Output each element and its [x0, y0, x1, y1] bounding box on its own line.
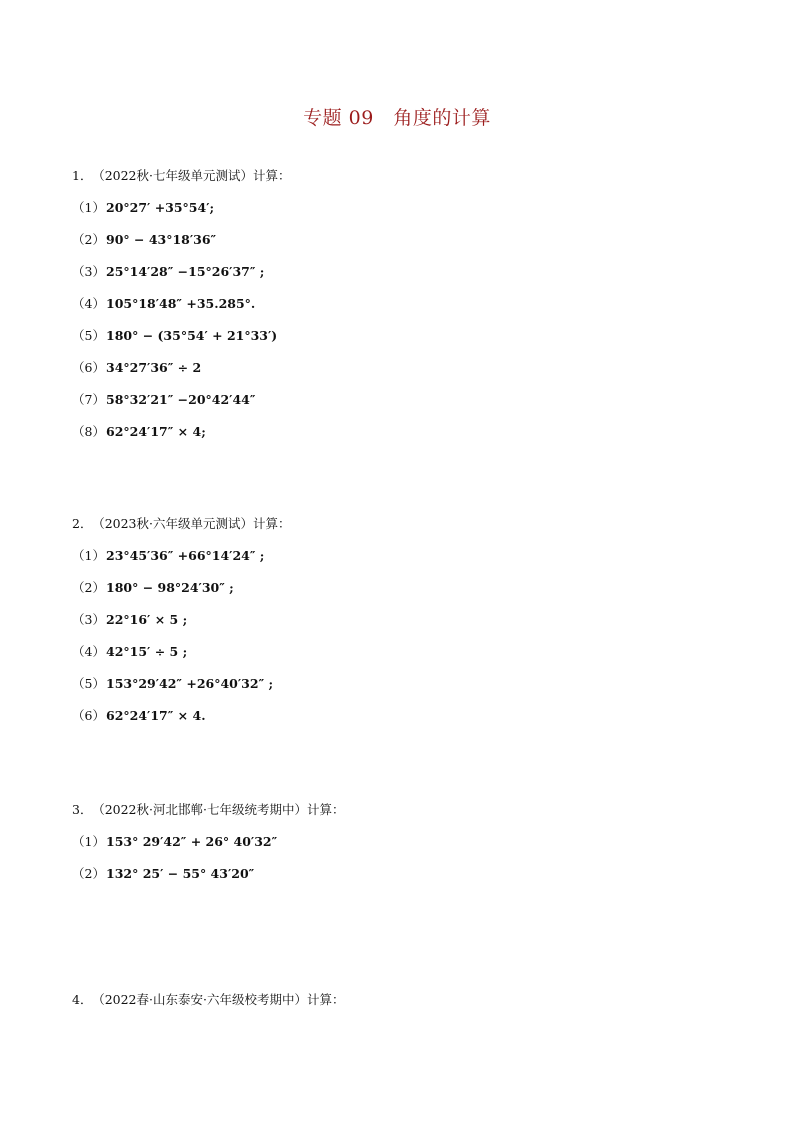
item-label: （5） — [72, 328, 105, 343]
question-source: （2022秋·河北邯郸·七年级统考期中）计算： — [98, 802, 345, 817]
item-expression: 180° − 98°24′30″ ; — [106, 580, 234, 595]
question-item — [72, 294, 732, 326]
item-expression: 22°16′ × 5 ; — [106, 612, 188, 627]
question-item — [72, 578, 732, 610]
item-expression: 20°27′ +35°54′; — [106, 200, 215, 215]
item-label: （1） — [72, 834, 105, 849]
question-source: （2023秋·六年级单元测试）计算： — [98, 516, 291, 531]
question-item — [72, 610, 732, 642]
item-label: （2） — [72, 866, 105, 881]
question-item — [72, 262, 732, 294]
question-item — [72, 706, 732, 738]
question-item — [72, 642, 732, 674]
item-label: （2） — [72, 580, 105, 595]
item-label: （5） — [72, 676, 105, 691]
question-number: 3． — [72, 802, 93, 817]
item-label: （3） — [72, 612, 105, 627]
question-item — [72, 358, 732, 390]
item-label: （8） — [72, 424, 105, 439]
question-item — [72, 390, 732, 422]
question-item — [72, 326, 732, 358]
item-expression: 90° − 43°18′36″ — [106, 232, 217, 247]
item-expression: 105°18′48″ +35.285°. — [106, 296, 256, 311]
question-number: 1． — [72, 168, 93, 183]
question-3 — [72, 800, 732, 896]
question-source: （2022春·山东泰安·六年级校考期中）计算： — [98, 992, 345, 1007]
item-label: （1） — [72, 548, 105, 563]
question-1 — [72, 166, 732, 454]
item-label: （6） — [72, 360, 105, 375]
question-item — [72, 832, 732, 864]
item-label: （2） — [72, 232, 105, 247]
question-4 — [72, 990, 732, 1010]
item-expression: 34°27′36″ ÷ 2 — [106, 360, 202, 375]
page-title: 专题 09 角度的计算 — [303, 107, 491, 129]
item-expression: 42°15′ ÷ 5 ; — [106, 644, 188, 659]
question-item — [72, 230, 732, 262]
item-expression: 58°32′21″ −20°42′44″ — [106, 392, 256, 407]
item-expression: 180° − (35°54′ + 21°33′) — [106, 328, 278, 343]
item-expression: 62°24′17″ × 4; — [106, 424, 206, 439]
question-header — [72, 514, 732, 534]
question-item — [72, 422, 732, 454]
question-item — [72, 864, 732, 896]
question-header — [72, 990, 732, 1010]
question-source: （2022秋·七年级单元测试）计算： — [98, 168, 291, 183]
question-number: 2． — [72, 516, 93, 531]
question-2 — [72, 514, 732, 738]
item-expression: 153° 29′42″ + 26° 40′32″ — [106, 834, 278, 849]
item-label: （6） — [72, 708, 105, 723]
item-label: （7） — [72, 392, 105, 407]
item-expression: 23°45′36″ +66°14′24″ ; — [106, 548, 265, 563]
item-expression: 132° 25′ − 55° 43′20″ — [106, 866, 255, 881]
item-label: （4） — [72, 296, 105, 311]
item-expression: 153°29′42″ +26°40′32″ ; — [106, 676, 274, 691]
question-item — [72, 546, 732, 578]
item-expression: 25°14′28″ −15°26′37″ ; — [106, 264, 265, 279]
item-label: （1） — [72, 200, 105, 215]
item-label: （4） — [72, 644, 105, 659]
item-label: （3） — [72, 264, 105, 279]
question-header — [72, 166, 732, 186]
item-expression: 62°24′17″ × 4. — [106, 708, 206, 723]
question-item — [72, 674, 732, 706]
question-item — [72, 198, 732, 230]
question-header — [72, 800, 732, 820]
question-number: 4． — [72, 992, 93, 1007]
